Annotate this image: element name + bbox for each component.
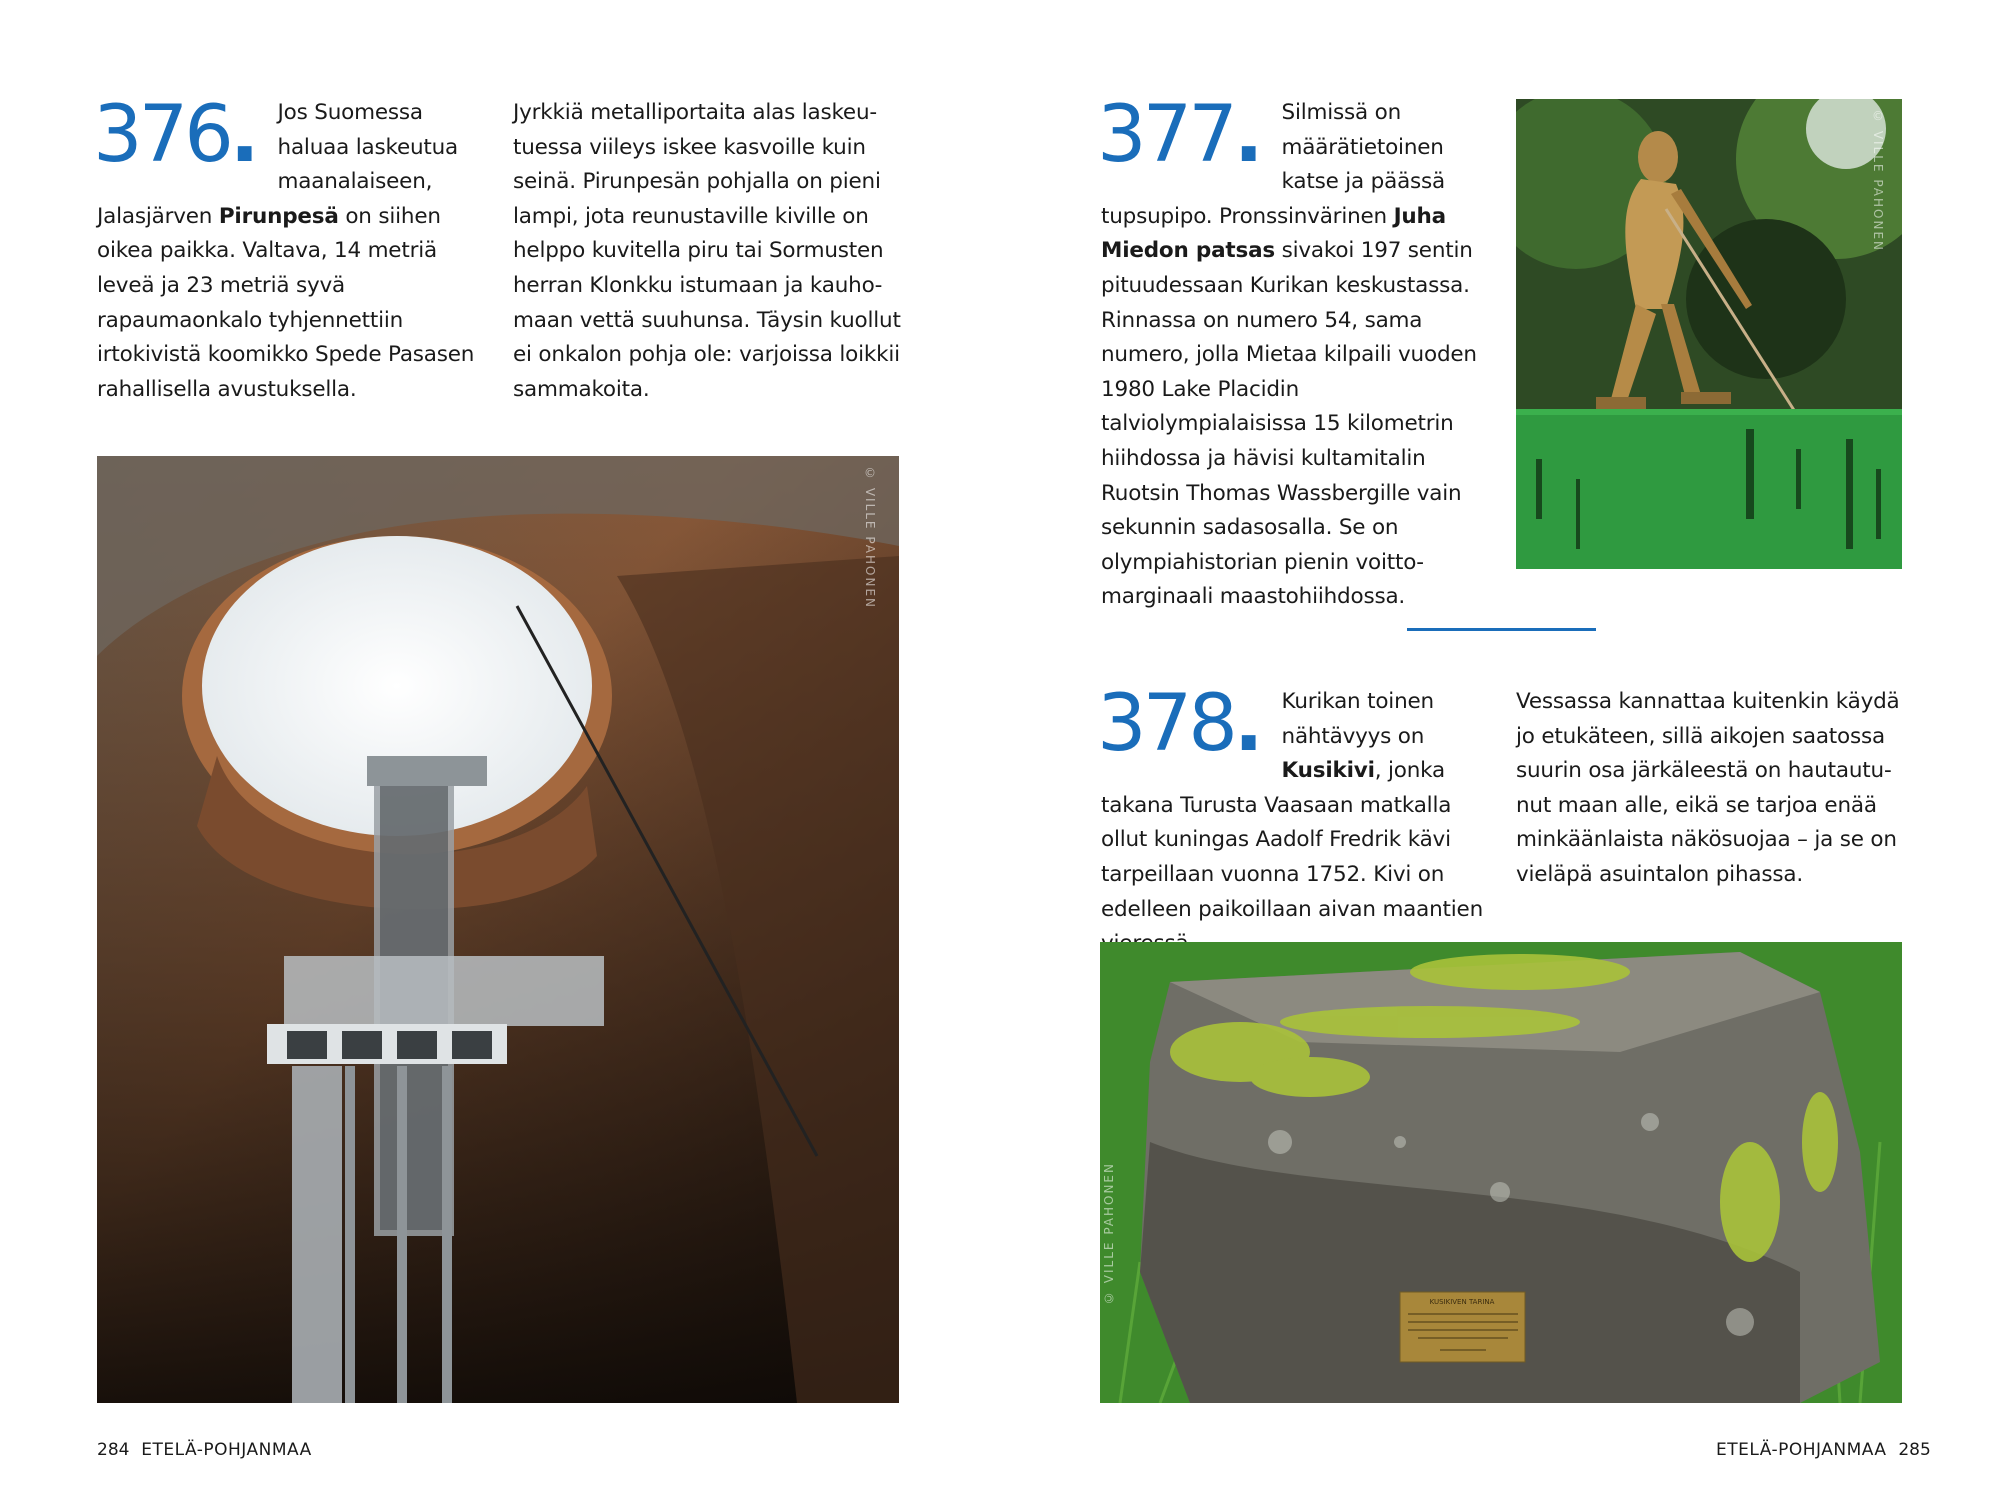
photo-kusikivi [1100,942,1902,1403]
place-name-juha-miedon-patsas: Juha Miedon patsas [1101,203,1446,264]
entry-376-column-1 [93,90,477,407]
entry-378-column-1 [1097,679,1491,962]
boulder-illustration [1100,942,1902,1403]
green-pedestal [1516,409,1902,569]
right-footer [1716,1440,1931,1460]
photo-pirunpesa [97,456,899,1403]
page-number: 284 [97,1440,130,1460]
entry-376-text: Jos Suomessa haluaa laskeutua maanalaiseen, Jalasjärven Pirunpesä on siihen oikea paikka. Valtava, 14 metriä leveä ja 23 metriä syvä rapaumaonkalo tyhjennettiin irtokivistä koomikko Spede Pasasen rahallisella avustuksella. [97,100,475,402]
left-footer [97,1440,312,1460]
entry-378-text: Kurikan toinen nähtävyys on Kusikivi, jonka takana Turusta Vaasaan matkalla ollut kuningas Aadolf Fredrik kävi tarpeillaan vuonna 1752. Kivi on edelleen paikoillaan aivan maantien [1101,689,1484,922]
section-divider [1407,628,1596,631]
section-name: ETELÄ-POHJANMAA [141,1440,312,1460]
entry-377-text: Silmissä on määrätietoinen katse ja päässä tupsupipo. Pronssinvärinen Juha Miedon patsas sivakoi 197 sentin pituudessaan Kurikan keskustassa. Rinnassa on numero 54, sama numero, jolla Mietaa kilpaili vuoden 1980 Lake Placidin talviolympialaisissa 15 kilometrin hiihdossa ja hävisi kultamitalin Ruotsin Thomas Wassbergille vain sekunnin sadasosalla. Se on olympiahistorian pienin voittomarginaali maastohiihdossa. [1101,100,1477,610]
entry-number-377: 377. [1097,90,1260,180]
photo-credit: © VILLE PAHONEN [1871,109,1885,253]
entry-number-376: 376. [93,90,256,180]
photo-credit: © VILLE PAHONEN [863,466,877,610]
pirunpesa-cave-illustration [97,456,899,1403]
entry-377-text-block [1097,90,1491,615]
section-name: ETELÄ-POHJANMAA [1716,1440,1887,1460]
brass-plaque [1400,1292,1525,1362]
page-number: 285 [1898,1440,1931,1460]
statue-illustration [1516,99,1902,569]
entry-376-column-2: Jyrkkiä metalliportaita alas laskeutuessa viileys iskee kasvoille kuin seinä. Pirunpesän pohjalla on pieni lampi, jota reunustaville kiville on helppo kuvitella piru tai Sormusten herran Klonkku istumaan ja kauhomaan vettä suuhunsa. Täysin kuollut ei onkalon pohja ole: varjoissa loikkii sammakoita. [513,100,901,402]
plaque-title: KUSIKIVEN TARINA [1429,1298,1495,1306]
photo-juha-mieto-statue [1516,99,1902,569]
photo-credit: © VILLE PAHONEN [1102,1162,1116,1306]
entry-378-column-2: Vessassa kannattaa kuitenkin käydä jo etukäteen, sillä aikojen saatossa suurin osa järkäleestä on hautautunut maan alle, eikä se tarjoa enää minkäänlaista näkösuojaa – ja se on vieläpä asuintalon pihassa. [1516,689,1900,887]
place-name-pirunpesa: Pirunpesä [218,203,339,229]
entry-number-378: 378. [1097,679,1260,769]
place-name-kusikivi: Kusikivi [1281,758,1375,784]
